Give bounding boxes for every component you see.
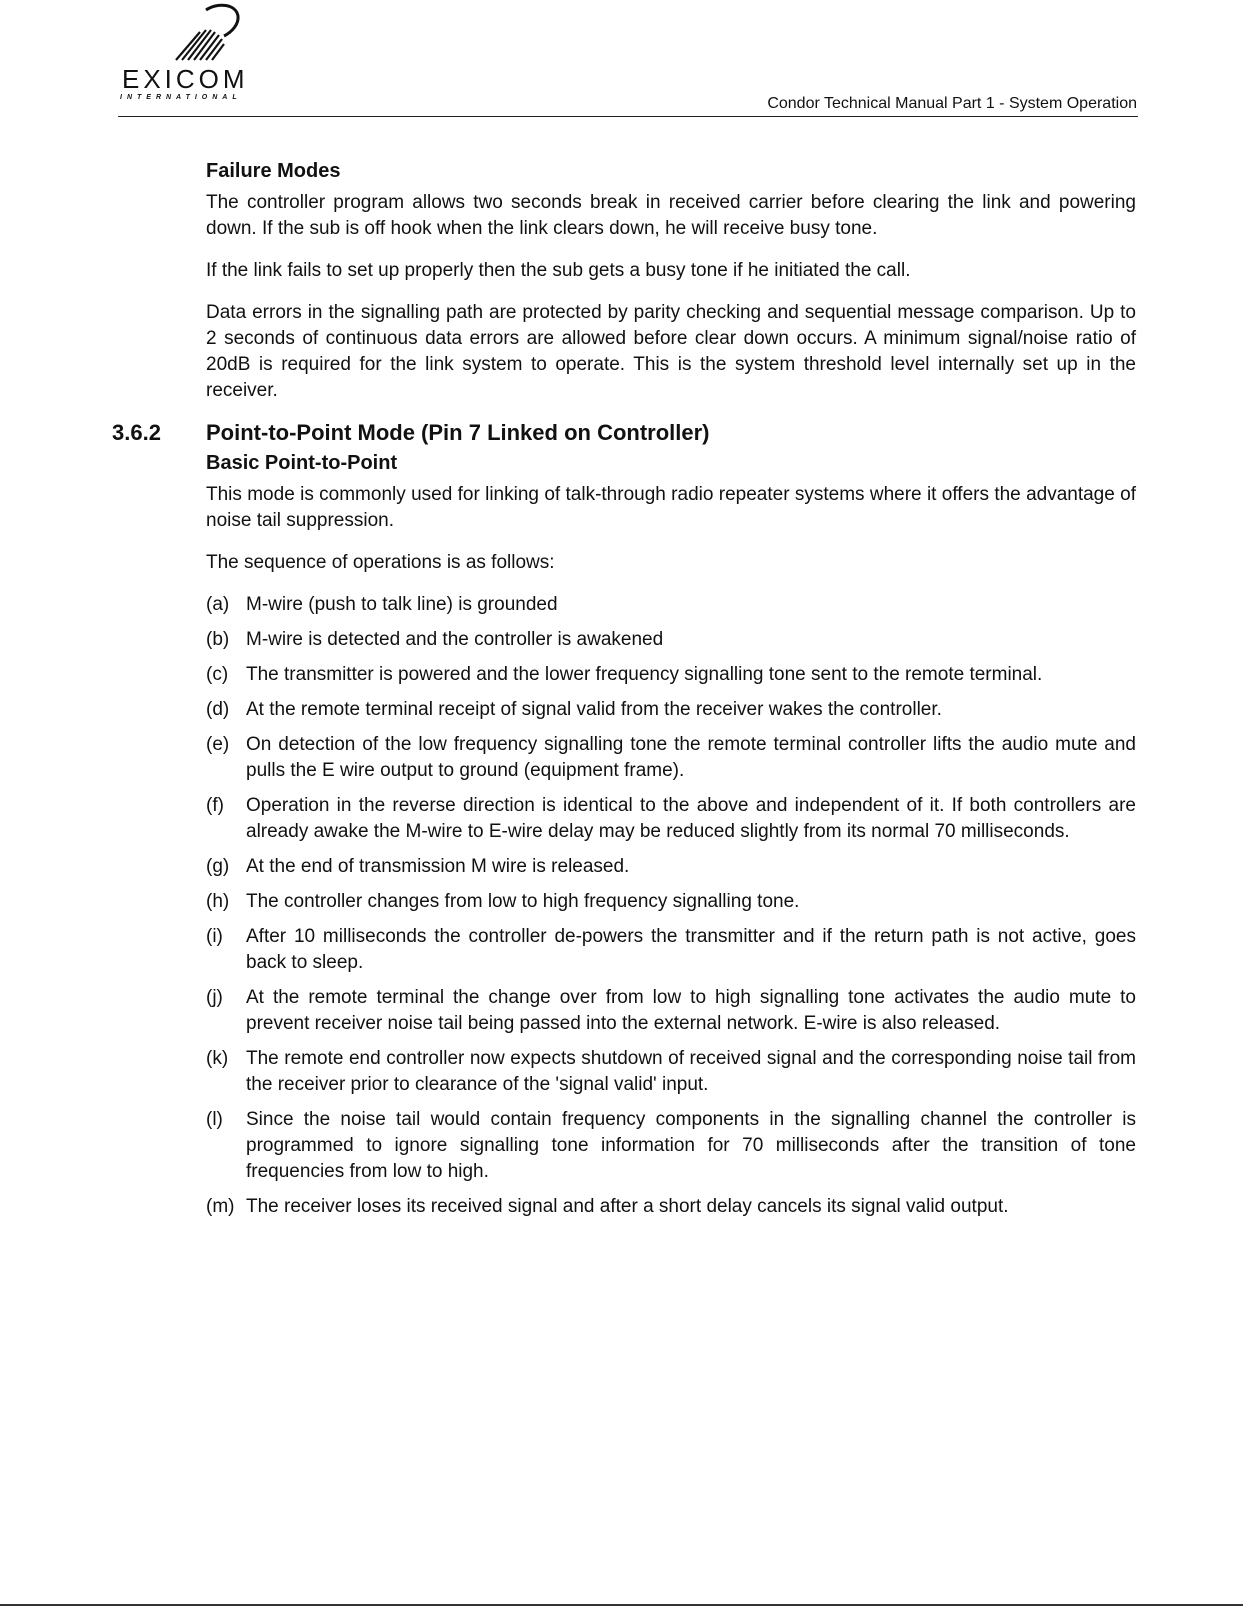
operation-steps-list [206,592,1136,1220]
list-item-text: M-wire (push to talk line) is grounded [246,594,558,615]
list-marker: (e) [206,734,230,755]
list-item-text: At the remote terminal receipt of signal valid from the receiver wakes the controller. [246,699,942,720]
list-marker: (b) [206,629,230,650]
list-item [206,793,1136,845]
list-marker: (c) [206,664,229,685]
list-item-text: At the remote terminal the change over from low to high signalling tone activates the audio mute to prevent receiver noise tail being passed into the external network. E-wire is also released. [246,987,1136,1034]
list-item-text: The transmitter is powered and the lower frequency signalling tone sent to the remote terminal. [246,664,1043,685]
footer-divider [0,1604,1243,1606]
section-number: 3.6.2 [112,420,161,445]
list-item-text: Since the noise tail would contain frequency components in the signalling channel the controller is programmed to ignore signalling tone information for 70 milliseconds after the transition of tone frequencies from low to high. [246,1109,1136,1182]
failure-modes-paragraph: Data errors in the signalling path are protected by parity checking and sequential message comparison. Up to 2 seconds of continuous data errors are allowed before clear down occurs. A minimum signal/noise ratio of 20dB is required for the link system to operate. This is the system threshold level internally set up in the receiver. [206,302,1136,401]
list-item-text: The remote end controller now expects shutdown of received signal and the corresponding noise tail from the receiver prior to clearance of the 'signal valid' input. [246,1048,1136,1095]
list-item [206,662,1136,688]
section-3-6-2 [112,420,1136,1220]
sequence-intro: The sequence of operations is as follows: [206,552,555,573]
list-item-text: The receiver loses its received signal and after a short delay cancels its signal valid output. [246,1196,1009,1217]
list-item-text: On detection of the low frequency signalling tone the remote terminal controller lifts the audio mute and pulls the E wire output to ground (equipment frame). [246,734,1136,781]
list-marker: (i) [206,926,223,947]
list-item [206,732,1136,784]
list-marker: (l) [206,1109,223,1130]
logo-name: EXICOM [122,64,249,94]
section-title: Point-to-Point Mode (Pin 7 Linked on Controller) [206,420,710,445]
list-marker: (k) [206,1048,229,1069]
page-content [112,158,1136,1229]
list-item [206,985,1136,1037]
list-marker: (d) [206,699,230,720]
section-intro: This mode is commonly used for linking of talk-through radio repeater systems where it offers the advantage of noise tail suppression. [206,484,1136,531]
list-item [206,592,1136,618]
failure-modes-paragraph: The controller program allows two seconds break in received carrier before clearing the link and powering down. If the sub is off hook when the link clears down, he will receive busy tone. [206,192,1136,239]
failure-modes-heading: Failure Modes [206,160,341,182]
list-marker: (a) [206,594,230,615]
list-item [206,1194,1136,1220]
list-marker: (j) [206,987,223,1008]
list-marker: (m) [206,1196,235,1217]
section-subheading: Basic Point-to-Point [206,452,398,474]
header-divider [118,116,1138,117]
list-item-text: Operation in the reverse direction is identical to the above and independent of it. If both controllers are already awake the M-wire to E-wire delay may be reduced slightly from its normal 70 milliseconds. [246,795,1136,842]
list-item-text: At the end of transmission M wire is released. [246,856,630,877]
list-item-text: M-wire is detected and the controller is awakened [246,629,664,650]
document-header-title: Condor Technical Manual Part 1 - System Operation [767,95,1137,112]
list-item-text: The controller changes from low to high frequency signalling tone. [246,891,800,912]
list-marker: (f) [206,795,224,816]
list-marker: (g) [206,856,230,877]
list-marker: (h) [206,891,230,912]
list-item [206,1046,1136,1098]
list-item-text: After 10 milliseconds the controller de-powers the transmitter and if the return path is not active, goes back to sleep. [246,926,1136,973]
exicom-swoosh-icon [170,2,250,64]
list-item [206,1107,1136,1185]
list-item [206,924,1136,976]
exicom-logo [118,2,288,102]
list-item [206,854,1136,880]
list-item [206,697,1136,723]
logo-subtitle: INTERNATIONAL [120,94,242,101]
list-item [206,889,1136,915]
failure-modes-paragraph: If the link fails to set up properly then the sub gets a busy tone if he initiated the call. [206,260,911,281]
list-item [206,627,1136,653]
